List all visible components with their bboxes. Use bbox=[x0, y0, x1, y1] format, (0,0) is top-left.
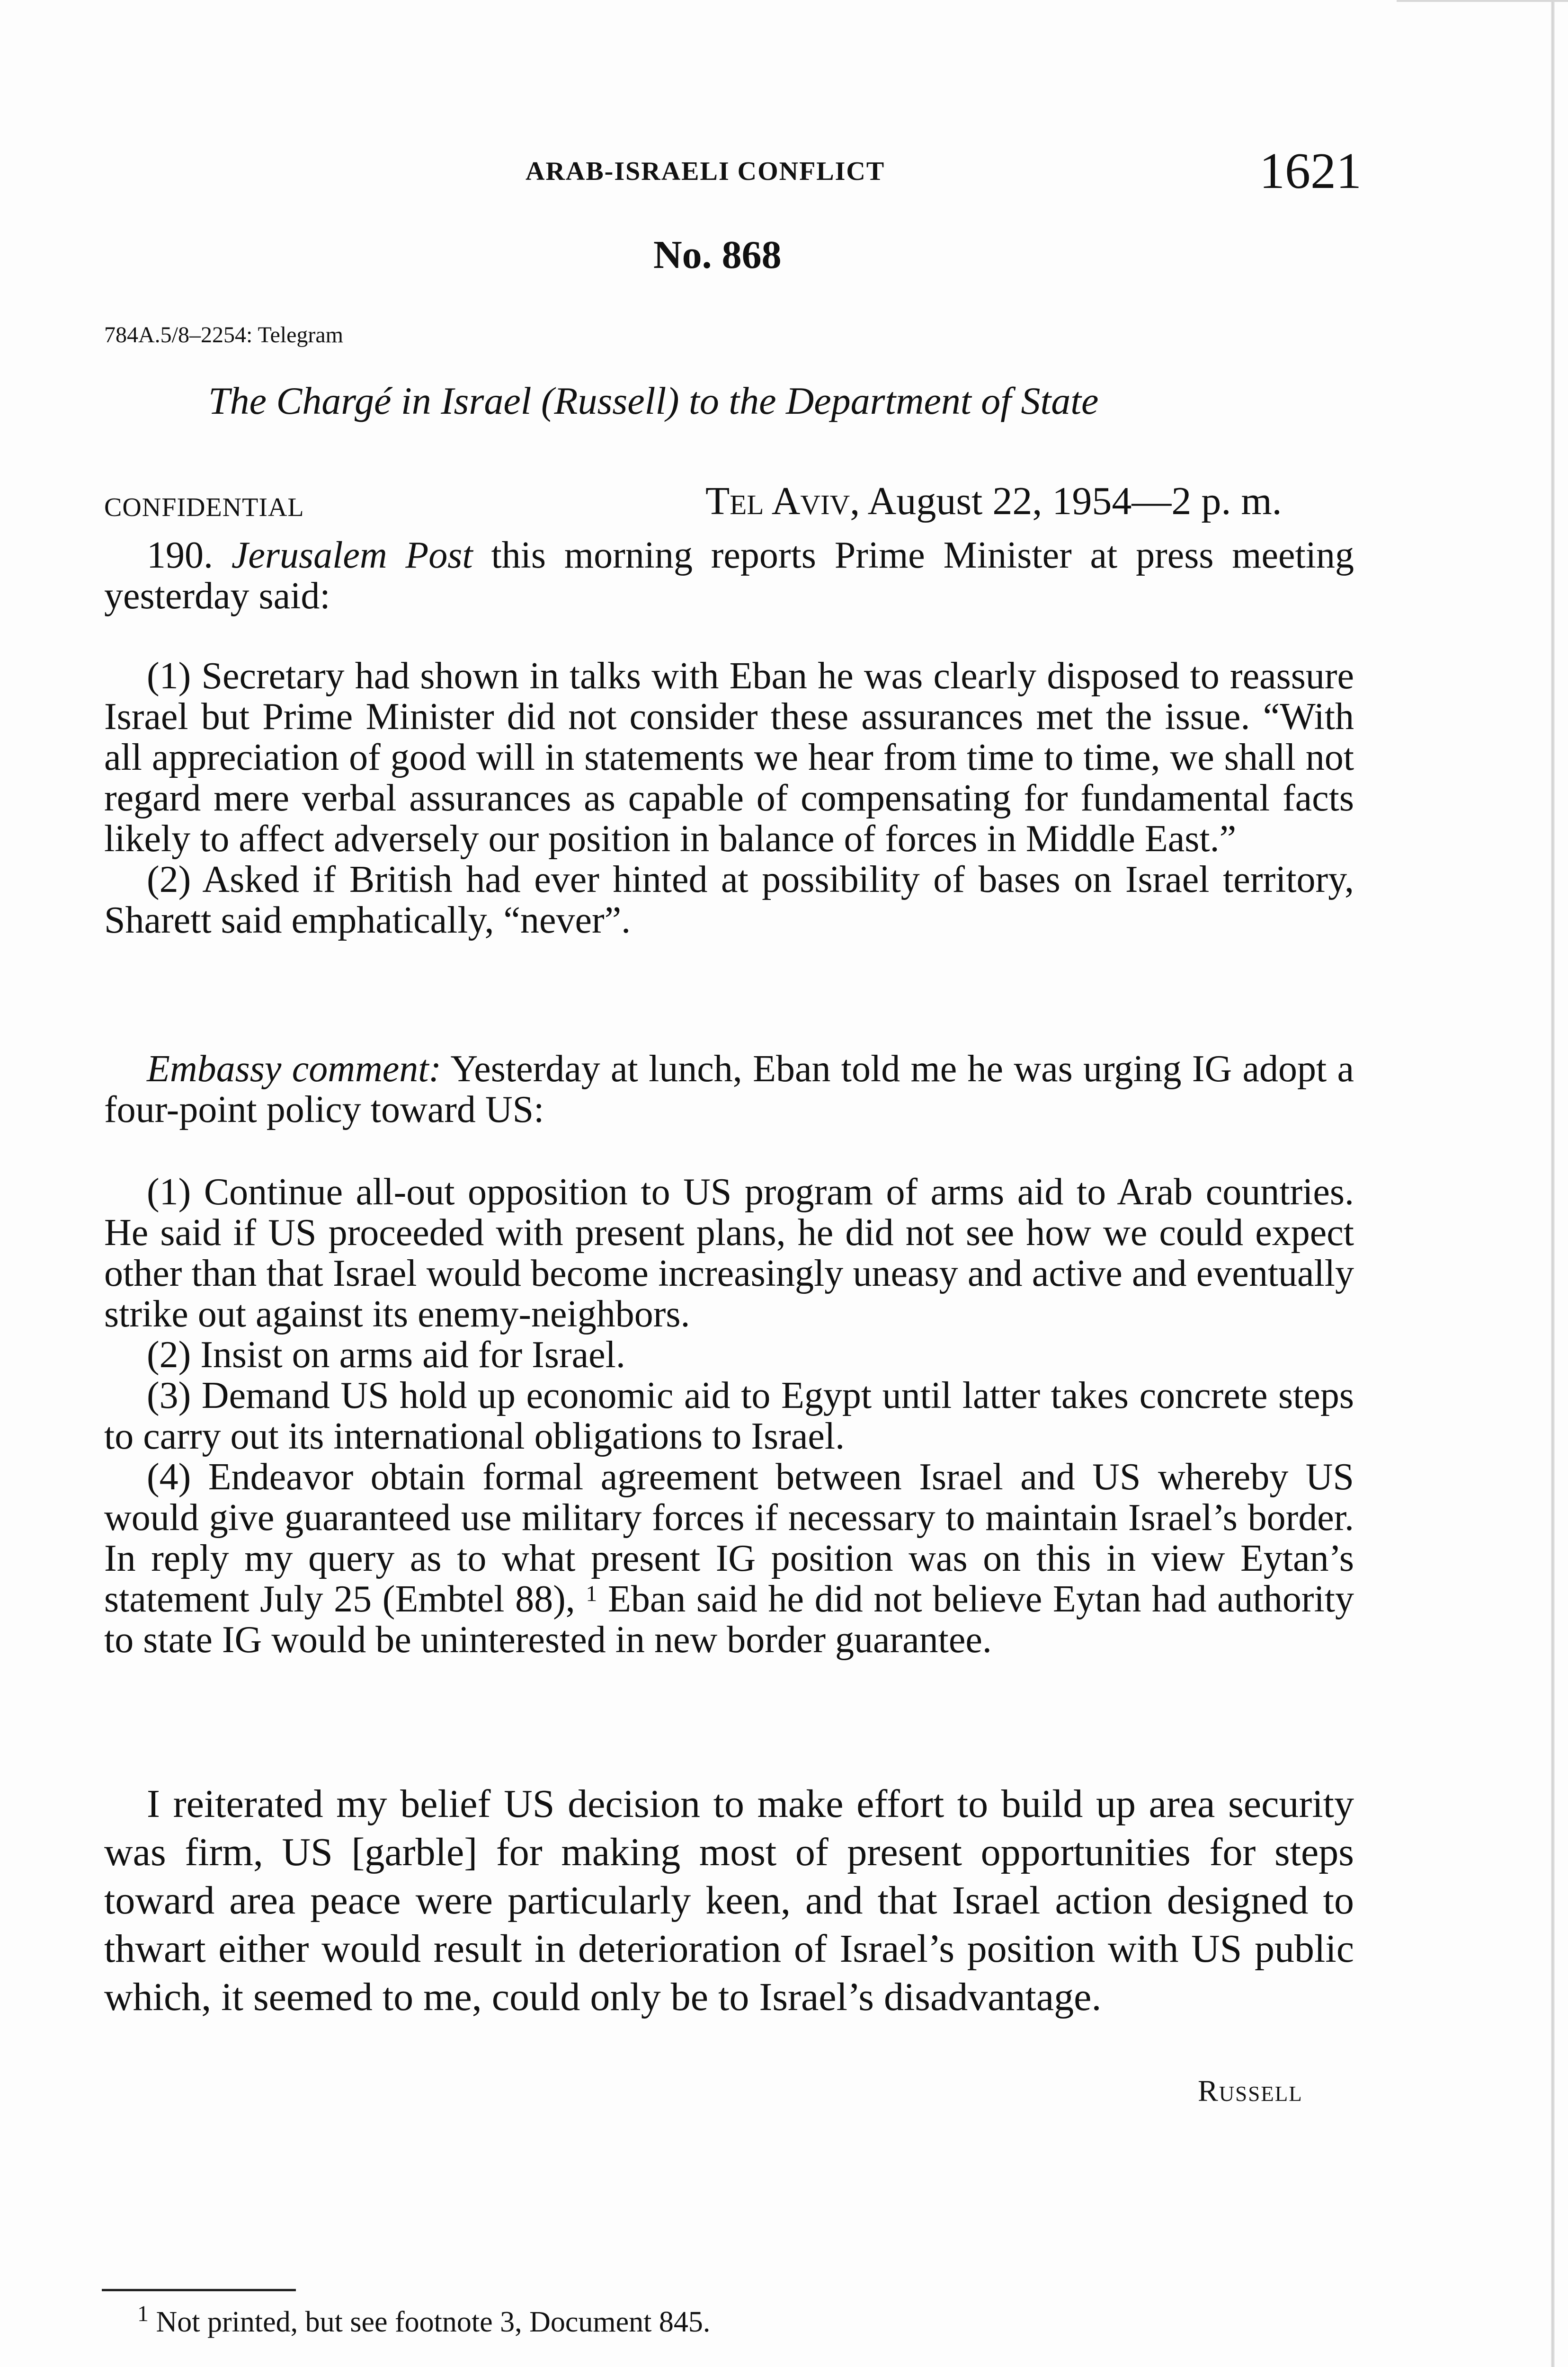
page-number: 1621 bbox=[1259, 143, 1362, 199]
paragraph-pm-statements bbox=[104, 656, 1354, 941]
footnote bbox=[137, 2301, 711, 2339]
dateline-place: Tel Aviv, bbox=[705, 479, 860, 523]
policy-item-4 bbox=[104, 1457, 1354, 1660]
page-top-edge bbox=[1397, 0, 1568, 2]
file-reference: 784A.5/8–2254: Telegram bbox=[104, 322, 344, 347]
pm-item-2: (2) Asked if British had ever hinted at possibility of bases on Israel territory, Sharett said emphatically, “never”. bbox=[104, 859, 1354, 941]
paragraph-embassy-comment bbox=[104, 1049, 1354, 1130]
intro-text: this morning reports Prime Minister at press meeting yesterday said: bbox=[104, 534, 1354, 617]
document-title: The Chargé in Israel (Russell) to the Department of State bbox=[208, 379, 1099, 422]
policy-item-2: (2) Insist on arms aid for Israel. bbox=[147, 1334, 625, 1376]
policy-item-4-part-a: (4) Endeavor obtain formal agreement between Israel and US whereby US would give guaranteed use military forces if necessary to maintain Israel’s border. In reply my query as to what present IG position was on this in view Eytan’s statement July 25 (Embtel 88), bbox=[104, 1456, 1354, 1620]
classification-label: CONFIDENTIAL bbox=[104, 493, 304, 522]
footnote-reference: 1 bbox=[586, 1581, 597, 1606]
footnote-marker: 1 bbox=[137, 2301, 149, 2326]
running-head: ARAB-ISRAELI CONFLICT bbox=[526, 157, 885, 186]
footnote-divider bbox=[102, 2289, 296, 2291]
policy-item-3: (3) Demand US hold up economic aid to Egypt until latter takes concrete steps to carry out its international obligations to Israel. bbox=[104, 1375, 1354, 1457]
pm-item-1: (1) Secretary had shown in talks with Eban he was clearly disposed to reassure Israel but Prime Minister did not consider these assurances met the issue. “With all appreciation of good will in statements we hear from time to time, we shall not regard mere verbal assurances as capable of compensating for fundamental facts likely to affect adversely our position in balance of forces in Middle East.” bbox=[104, 655, 1354, 860]
dateline-date: August 22, 1954—2 p. m. bbox=[867, 479, 1282, 523]
dateline bbox=[705, 478, 1282, 524]
document-number: No. 868 bbox=[653, 233, 782, 277]
embassy-comment-text: Yesterday at lunch, Eban told me he was urging IG adopt a four-point policy toward US: bbox=[104, 1048, 1354, 1130]
page-edge-shadow bbox=[1551, 0, 1555, 2367]
paragraph-four-point-policy bbox=[104, 1172, 1354, 1660]
closing-text: I reiterated my belief US decision to make effort to build up area security was firm, US [garble] for making most of present opportunities for steps toward area peace were particularly keen, and that Israel action designed to thwart either would result in deterioration of Israel’s position with US public which, it seemed to me, could only be to Israel’s disadvantage. bbox=[104, 1782, 1354, 2019]
paragraph-intro bbox=[104, 535, 1354, 616]
embassy-comment-label: Embassy comment: bbox=[147, 1048, 442, 1090]
signature: Russell bbox=[1198, 2074, 1303, 2108]
footnote-text: Not printed, but see footnote 3, Document 845. bbox=[156, 2306, 711, 2338]
newspaper-name: Jerusalem Post bbox=[231, 534, 473, 576]
telegram-number: 190. bbox=[147, 534, 213, 576]
policy-item-4-part-b: Eban said he did not believe Eytan had authority to state IG would be uninterested in new border guarantee. bbox=[104, 1578, 1354, 1661]
policy-item-1: (1) Continue all-out opposition to US program of arms aid to Arab countries. He said if US proceeded with present plans, he did not see how we could expect other than that Israel would become increasingly uneasy and active and eventually strike out against its enemy-neighbors. bbox=[104, 1171, 1354, 1335]
paragraph-closing bbox=[104, 1780, 1354, 2021]
